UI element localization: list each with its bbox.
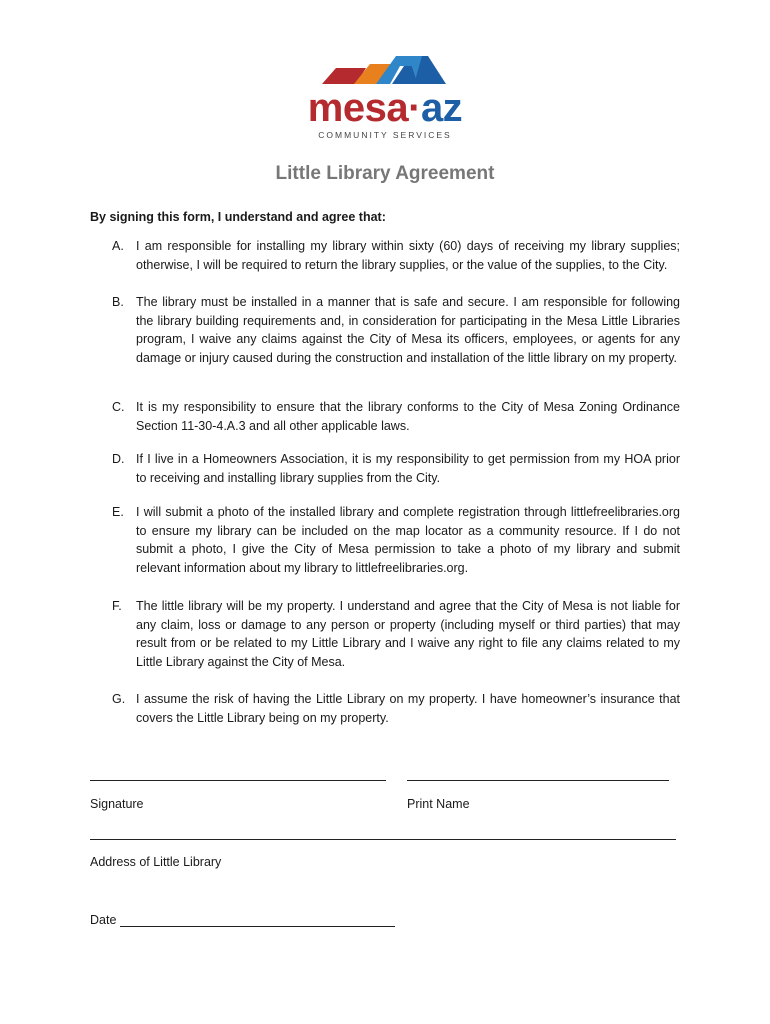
document-title: Little Library Agreement — [275, 163, 495, 184]
item-text: The little library will be my property. I understand and agree that the City of Mesa is not liable for any claim, loss or damage to any person or property (including myself or third parties) that may result from or be related to my Little Library and I waive any right to file any claims related to my Little Library against the City of Mesa. — [136, 599, 680, 669]
item-text: If I live in a Homeowners Association, it is my responsibility to get permission from my HOA prior to receiving and installing library supplies from the City. — [136, 452, 680, 485]
intro-statement: By signing this form, I understand and agree that: — [90, 210, 386, 224]
print-name-label: Print Name — [407, 797, 470, 811]
logo-wordmark — [300, 86, 470, 130]
item-text: It is my responsibility to ensure that the library conforms to the City of Mesa Zoning Ordinance Section 11-30-4.A.3 and all other applicable laws. — [136, 400, 680, 433]
logo-word-mesa: mesa — [307, 86, 409, 130]
agreement-item-b — [112, 293, 680, 367]
logo-word-dot: · — [408, 86, 421, 130]
mesa-az-logo — [300, 50, 470, 142]
agreement-item-a — [112, 237, 680, 274]
item-letter: C. — [112, 400, 125, 414]
signature-label: Signature — [90, 797, 144, 811]
item-letter: E. — [112, 505, 124, 519]
address-line[interactable] — [90, 839, 676, 840]
item-text: I am responsible for installing my library within sixty (60) days of receiving my library supplies; otherwise, I will be required to return the library supplies, or the value of the supplies, to the City. — [136, 239, 680, 272]
print-name-line[interactable] — [407, 780, 669, 781]
item-text: I will submit a photo of the installed library and complete registration through littlefreelibraries.org to ensure my library can be included on the map locator as a community resource. If I do not submit a photo, I give the City of Mesa permission to take a photo of my library and submit relevant information about my library to littlefreelibraries.org. — [136, 505, 680, 575]
date-label: Date — [90, 913, 117, 927]
agreement-item-d — [112, 450, 680, 487]
mesa-roof-logo-icon — [314, 50, 456, 88]
agreement-item-e — [112, 503, 680, 577]
logo-subtitle: COMMUNITY SERVICES — [318, 130, 452, 140]
agreement-item-g — [112, 690, 680, 727]
agreement-item-f — [112, 597, 680, 671]
signature-line[interactable] — [90, 780, 386, 781]
item-letter: D. — [112, 452, 125, 466]
address-label: Address of Little Library — [90, 855, 222, 869]
logo-word-az: az — [420, 86, 463, 130]
item-text: I assume the risk of having the Little Library on my property. I have homeowner’s insurance that covers the Little Library being on my property. — [136, 692, 680, 725]
agreement-item-c — [112, 398, 680, 435]
item-letter: F. — [112, 599, 122, 613]
item-text: The library must be installed in a manner that is safe and secure. I am responsible for following the library building requirements and, in consideration for participating in the Mesa Little Libraries program, I waive any claims against the City of Mesa its officers, employees, or agents for any damage or injury caused during the construction and installation of the little library on my property. — [136, 295, 680, 365]
item-letter: B. — [112, 295, 124, 309]
date-line[interactable] — [120, 926, 395, 927]
item-letter: A. — [112, 239, 124, 253]
item-letter: G. — [112, 692, 126, 706]
